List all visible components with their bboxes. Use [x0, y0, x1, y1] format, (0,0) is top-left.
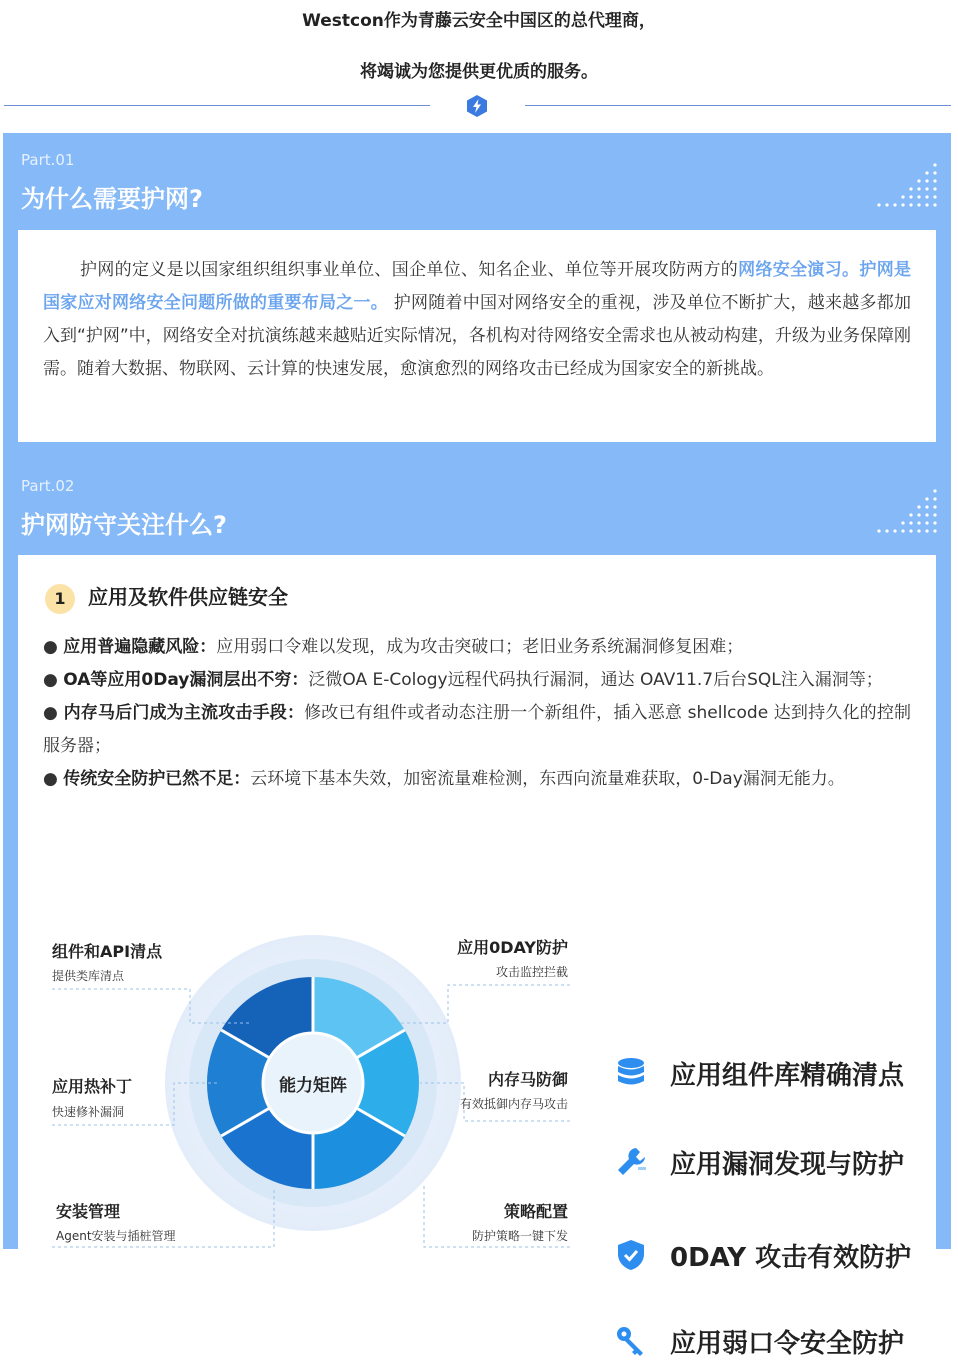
lightning-icon: [466, 95, 488, 117]
bullet-text: 泛微OA E-Cology远程代码执行漏洞，通达 OAV11.7后台SQL注入漏洞等；: [308, 670, 883, 690]
dot-pattern-icon: [875, 487, 939, 539]
why-paragraph: [43, 254, 911, 386]
defense-card: [18, 555, 936, 1359]
key-icon: [614, 1324, 648, 1358]
feature-text: 应用漏洞发现与防护: [670, 1149, 905, 1180]
divider-right: [525, 105, 951, 106]
list-item: ● 应用普遍隐藏风险：应用弱口令难以发现，成为攻击突破口；老旧业务系统漏洞修复困难；: [43, 637, 744, 657]
diagram-left-sub-1: 提供类库清点: [52, 969, 125, 983]
section-title-2: 护网防守关注什么?: [21, 511, 227, 539]
why-text-rest: 护网随着中国对网络安全的重视，涉及单位不断扩大，越来越多都加入到“护网”中，网络安全对抗演练越来越贴近实际情况，各机构对待网络安全需求也从被动构建，升级为业务保障刚需。随着大数据、物联网、云计算的快速发展，愈演愈烈的网络攻击已经成为国家安全的新挑战。: [43, 293, 912, 379]
list-item: ● 传统安全防护已然不足：云环境下基本失效，加密流量难检测，东西向流量难获取，0-Day漏洞无能力。: [43, 769, 845, 789]
diagram-center-label: 能力矩阵: [279, 1076, 347, 1096]
shield-check-icon: [614, 1238, 648, 1272]
diagram-right-sub-1: 攻击监控拦截: [495, 965, 568, 979]
risk-list: [43, 631, 911, 796]
feature-item: [614, 1321, 904, 1361]
list-item: ● OA等应用0Day漏洞层出不穷：泛微OA E-Cology远程代码执行漏洞，通达 OAV11.7后台SQL注入漏洞等；: [43, 670, 883, 690]
bullet-text: 云环境下基本失效，加密流量难检测，东西向流量难获取，0-Day漏洞无能力。: [250, 769, 845, 789]
feature-item: [614, 1235, 911, 1275]
content-panel: [3, 133, 951, 1359]
diagram-right-title-2: 内存马防御: [487, 1070, 568, 1089]
diagram-right-title-3: 策略配置: [503, 1202, 568, 1221]
section-title-1: 为什么需要护网?: [21, 185, 203, 213]
part-label-2: Part.02: [21, 477, 75, 495]
bullet-head: 传统安全防护已然不足: [63, 769, 234, 789]
item-number-badge: 1: [45, 584, 75, 614]
item-title: 应用及软件供应链安全: [88, 585, 288, 609]
diagram-left-sub-3: Agent安装与插桩管理: [56, 1229, 176, 1243]
feature-text: 0DAY 攻击有效防护: [670, 1242, 912, 1273]
wrench-icon: [614, 1145, 648, 1179]
divider-left: [4, 105, 430, 106]
bullet-head: 内存马后门成为主流攻击手段: [63, 703, 287, 723]
diagram-right-title-1: 应用0DAY防护: [457, 938, 568, 957]
diagram-left-title-2: 应用热补丁: [52, 1077, 133, 1096]
bullet-head: OA等应用0Day漏洞层出不穷: [63, 670, 292, 690]
feature-text: 应用组件库精确清点: [670, 1060, 905, 1091]
bullet-text: 修改已有组件或者动态注册一个新组件，插入恶意 shellcode 达到持久化的控制服务器；: [43, 703, 912, 756]
diagram-left-sub-2: 快速修补漏洞: [52, 1105, 125, 1119]
database-icon: [614, 1056, 648, 1090]
intro-line-1: Westcon作为青藤云安全中国区的总代理商，: [302, 11, 656, 31]
part-label-1: Part.01: [21, 151, 75, 169]
bullet-head: 应用普遍隐藏风险: [63, 637, 200, 657]
feature-item: [614, 1142, 904, 1182]
diagram-right-sub-2: 有效抵御内存马攻击: [459, 1097, 568, 1111]
list-item: ● 内存马后门成为主流攻击手段：修改已有组件或者动态注册一个新组件，插入恶意 shellcode 达到持久化的控制服务器；: [43, 703, 912, 756]
bullet-text: 应用弱口令难以发现，成为攻击突破口；老旧业务系统漏洞修复困难；: [216, 637, 744, 657]
feature-text: 应用弱口令安全防护: [670, 1328, 905, 1359]
why-card: [18, 230, 936, 442]
diagram-left-title-1: 组件和API清点: [52, 942, 163, 961]
diagram-left-title-3: 安装管理: [56, 1202, 121, 1221]
diagram-right-sub-3: 防护策略一键下发: [471, 1229, 568, 1243]
why-text-start: 护网的定义是以国家组织组织事业单位、国企单位、知名企业、单位等开展攻防两方的: [80, 260, 739, 280]
intro-line-2: 将竭诚为您提供更优质的服务。: [360, 62, 598, 82]
dot-pattern-icon: [875, 161, 939, 213]
feature-item: [614, 1053, 904, 1093]
why-highlight: 网络安全演习。护网是国家应对网络安全问题所做的重要布局之一。: [43, 260, 912, 313]
